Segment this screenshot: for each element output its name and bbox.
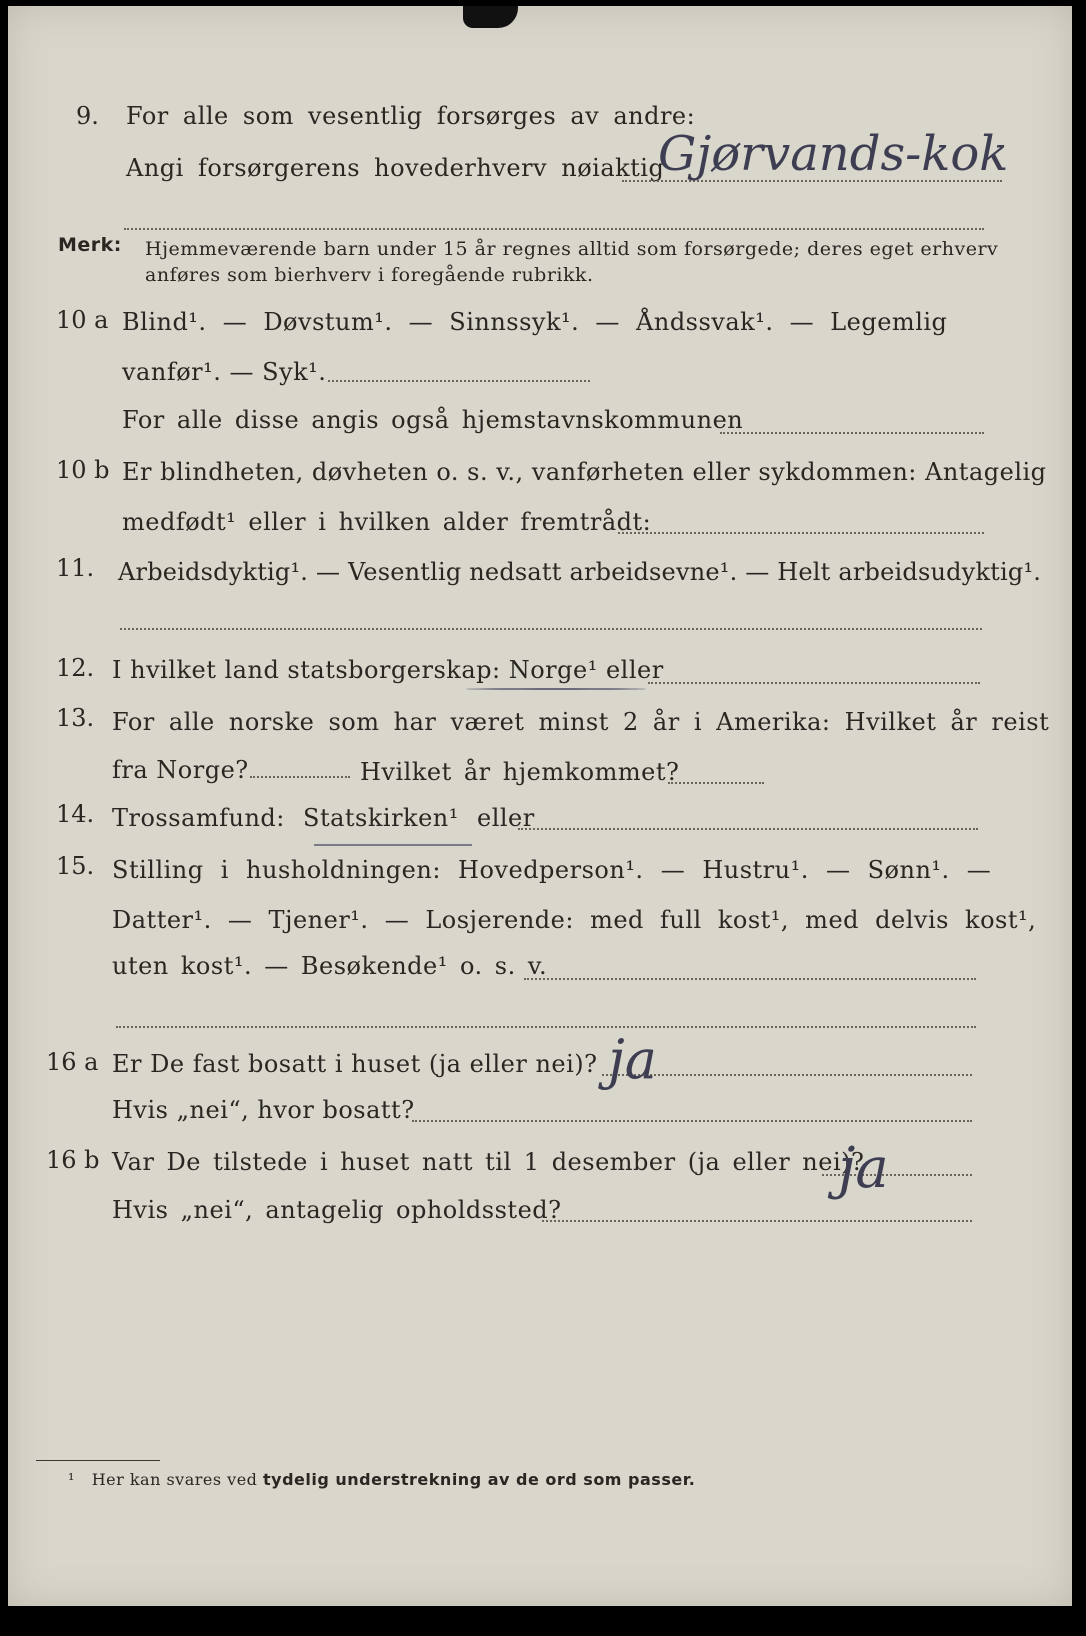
q9-line1: For alle som vesentlig forsørges av andre: — [126, 102, 696, 130]
q16a-line1: Er De fast bosatt i huset (ja eller nei)? — [112, 1050, 598, 1078]
q10b-line1: Er blindheten, døvheten o. s. v., vanførheten eller sykdommen: Antagelig — [122, 458, 1047, 486]
q15-answer-line — [524, 978, 976, 980]
q15-line2: Datter¹. — Tjener¹. — Losjerende: med full kost¹, med delvis kost¹, — [112, 906, 1037, 934]
q10a-municipality-line — [720, 432, 984, 434]
footnote-mark: ¹ — [68, 1470, 75, 1489]
q13-hjem-answer-line — [668, 782, 764, 784]
q16b-line2: Hvis „nei“, antagelig opholdssted? — [112, 1196, 562, 1224]
q13-line2a: fra Norge? — [112, 756, 249, 784]
q13-reist-answer-line — [250, 776, 350, 778]
q9-handwritten-answer: Gjørvands-kok — [658, 126, 1009, 182]
q15-line1: Stilling i husholdningen: Hovedperson¹. — Hustru¹. — Sønn¹. — — [112, 856, 992, 884]
q16b-where-line — [542, 1220, 972, 1222]
q10a-line1: Blind¹. — Døvstum¹. — Sinnssyk¹. — Åndssvak¹. — Legemlig — [122, 308, 948, 336]
q10b-line2: medfødt¹ eller i hvilken alder fremtrådt: — [122, 508, 652, 536]
q15-extra-line — [116, 1026, 976, 1028]
q11-line1: Arbeidsdyktig¹. — Vesentlig nedsatt arbeidsevne¹. — Helt arbeidsudyktig¹. — [118, 558, 1042, 586]
q16b-handwritten-answer: ja — [838, 1136, 889, 1201]
q12-number: 12. — [56, 654, 95, 682]
q16b-number: 16 b — [46, 1146, 100, 1174]
q16a-where-line — [412, 1120, 972, 1122]
q14-underline-mark — [314, 844, 472, 846]
merk-line1: Hjemmeværende barn under 15 år regnes alltid som forsørgede; deres eget erhverv — [145, 238, 999, 260]
q16a-number: 16 a — [46, 1048, 99, 1076]
q10a-number: 10 a — [56, 306, 109, 334]
q14-number: 14. — [56, 800, 95, 828]
q13-number: 13. — [56, 704, 95, 732]
footnote-text-plain: Her kan svares ved — [91, 1470, 258, 1489]
q13-line2b: Hvilket år hjemkommet? — [360, 758, 680, 786]
q16a-answer-line — [602, 1074, 972, 1076]
footnote — [68, 1470, 695, 1489]
q14-line1: Trossamfund: Statskirken¹ eller — [112, 804, 535, 832]
q10a-line2: vanfør¹. — Syk¹. — [122, 358, 327, 386]
q16a-line2: Hvis „nei“, hvor bosatt? — [112, 1096, 415, 1124]
footnote-rule — [36, 1460, 160, 1461]
q9-line2: Angi forsørgerens hovederhverv nøiaktig — [126, 154, 665, 182]
merk-label: Merk: — [58, 234, 122, 256]
q11-number: 11. — [56, 554, 95, 582]
q10b-number: 10 b — [56, 456, 110, 484]
merk-line2: anføres som bierhverv i foregående rubrikk. — [145, 264, 594, 286]
q9-number: 9. — [76, 102, 99, 130]
q10a-line3: For alle disse angis også hjemstavnskommunen — [122, 406, 744, 434]
q12-underline-mark — [466, 688, 646, 690]
q13-line1: For alle norske som har været minst 2 år i Amerika: Hvilket år reist — [112, 708, 1050, 736]
q12-line1: I hvilket land statsborgerskap: Norge¹ eller — [112, 656, 664, 684]
q9-extra-line — [124, 228, 984, 230]
footnote-text-bold: tydelig understrekning av de ord som passer. — [263, 1470, 696, 1489]
q14-answer-line — [518, 828, 978, 830]
q16a-handwritten-answer: ja — [608, 1028, 657, 1091]
q10b-answer-line — [618, 532, 984, 534]
census-form-page — [8, 6, 1072, 1606]
q11-extra-line — [120, 628, 982, 630]
q16b-line1: Var De tilstede i huset natt til 1 desember (ja eller nei)? — [112, 1148, 865, 1176]
q10a-answer-line — [328, 380, 590, 382]
q15-number: 15. — [56, 852, 95, 880]
torn-edge — [463, 6, 518, 28]
q12-answer-line — [648, 682, 980, 684]
q15-line3: uten kost¹. — Besøkende¹ o. s. v. — [112, 952, 548, 980]
